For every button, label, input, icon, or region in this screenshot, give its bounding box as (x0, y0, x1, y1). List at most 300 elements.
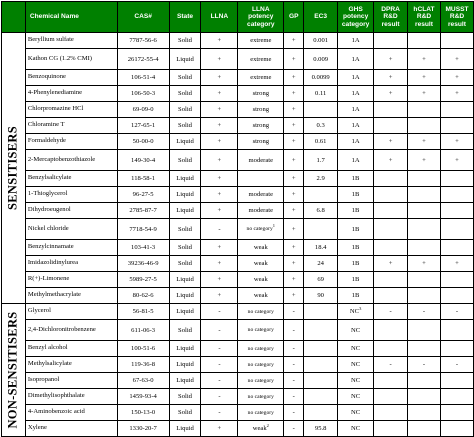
llna-potency-text: strong (252, 122, 270, 129)
llna-potency (238, 86, 284, 102)
cas-number-text: 1330-20-7 (129, 425, 157, 432)
gp-result-text: - (292, 393, 295, 400)
ghs-category (338, 187, 374, 203)
gp-result (284, 320, 304, 341)
hclat-result-text: - (422, 308, 426, 315)
ec3-value-text: 69 (317, 276, 324, 283)
llna-result-text: + (217, 156, 222, 164)
hclat-result (408, 389, 441, 405)
table-row (2, 341, 474, 357)
cas-number-text: 96-27-5 (132, 191, 154, 198)
state-text: Liquid (176, 361, 194, 368)
musst-result (440, 102, 473, 118)
chemical-name (25, 272, 117, 288)
chemical-name-text: Formaldehyde (27, 137, 66, 145)
llna-potency (238, 49, 284, 70)
llna-potency-text: no category (247, 327, 274, 333)
hclat-result-text: + (422, 156, 426, 164)
ghs-category-text: 1A (351, 90, 360, 97)
llna-potency (238, 373, 284, 389)
hclat-result (408, 150, 441, 171)
table-row (2, 49, 474, 70)
state-text: Liquid (176, 55, 194, 63)
ghs-category (338, 320, 374, 341)
llna-result-text: + (217, 106, 222, 113)
gp-result-text: - (292, 345, 295, 352)
header-llna: LLNA (201, 2, 238, 33)
ghs-category (338, 256, 374, 272)
ghs-category-text: NC (351, 377, 361, 384)
chemical-name (25, 171, 117, 187)
dpra-result (374, 203, 408, 219)
cas-number-text: 149-30-4 (131, 156, 156, 164)
chemical-name (25, 240, 117, 256)
state (169, 134, 201, 150)
ghs-category (338, 203, 374, 219)
table-row (2, 134, 474, 150)
ec3-value (304, 203, 338, 219)
hclat-result (408, 102, 441, 118)
dpra-result (374, 288, 408, 304)
chemical-name (25, 102, 117, 118)
llna-potency (238, 150, 284, 171)
state-text: Solid (178, 156, 192, 164)
musst-result (440, 219, 473, 240)
ghs-category (338, 150, 374, 171)
ec3-value (304, 357, 338, 373)
llna-result (201, 86, 238, 102)
chemical-name (25, 86, 117, 102)
llna-result (201, 33, 238, 49)
ghs-category-text: 1B (351, 191, 360, 198)
dpra-result-text: - (389, 361, 392, 368)
llna-result (201, 187, 238, 203)
ec3-value-text: 0.009 (313, 55, 329, 63)
llna-potency (238, 357, 284, 373)
gp-result (284, 219, 304, 240)
llna-potency-text: no category (247, 409, 274, 416)
ec3-value (304, 150, 338, 171)
gp-result-text: - (292, 361, 295, 368)
llna-result-text: + (217, 425, 222, 432)
cas-number (117, 341, 169, 357)
ec3-value-text: 6.8 (316, 207, 325, 214)
llna-potency-text: no category (246, 226, 273, 232)
llna-potency (238, 203, 284, 219)
cas-number-text: 50-00-0 (132, 138, 154, 145)
dpra-result (374, 70, 408, 86)
gp-result-text: + (291, 90, 296, 97)
musst-result (440, 389, 473, 405)
header-hclat: hCLAT R&D result (408, 2, 441, 33)
dpra-result-text: - (389, 308, 392, 315)
table-row (2, 304, 474, 320)
cas-number-text: 127-65-1 (131, 122, 156, 129)
ec3-value-text: 90 (317, 292, 324, 299)
llna-potency-text: moderate (248, 207, 274, 214)
state (169, 304, 201, 320)
header-llna-potency: LLNA potency category (238, 2, 284, 33)
chemical-name-text: Isopropanol (27, 376, 60, 384)
hclat-result (408, 405, 441, 421)
ec3-value (304, 288, 338, 304)
state-text: Solid (178, 74, 192, 81)
ec3-value (304, 256, 338, 272)
llna-result-text: + (217, 207, 222, 214)
llna-result-text: + (217, 175, 222, 182)
hclat-result (408, 86, 441, 102)
cas-number-text: 611-06-3 (131, 326, 156, 334)
llna-potency (238, 341, 284, 357)
group-label-non-sensitisers (2, 304, 26, 437)
chemical-name-text: Dimethylisophthalate (27, 392, 85, 400)
gp-result (284, 33, 304, 49)
ghs-category-text: NC (351, 409, 361, 416)
chemical-name-text: 4-Aminobenzoic acid (27, 408, 85, 416)
llna-result (201, 134, 238, 150)
ghs-category (338, 373, 374, 389)
ec3-value (304, 171, 338, 187)
ghs-category (338, 70, 374, 86)
ghs-category (338, 86, 374, 102)
cas-number (117, 272, 169, 288)
llna-result-text: + (217, 37, 222, 44)
cas-number-text: 2785-87-7 (129, 207, 157, 214)
musst-result (440, 240, 473, 256)
gp-result-text: + (291, 175, 296, 182)
dpra-result (374, 49, 408, 70)
dpra-result-text: + (388, 90, 393, 97)
state (169, 320, 201, 341)
musst-result-text: + (455, 90, 459, 97)
ec3-value (304, 187, 338, 203)
cas-number-text: 56-81-5 (132, 308, 154, 315)
chemical-name (25, 203, 117, 219)
state-text: Solid (178, 260, 192, 267)
table-row (2, 187, 474, 203)
llna-result-text: + (217, 191, 222, 198)
state-text: Solid (178, 409, 192, 416)
llna-potency-text: extreme (250, 55, 272, 63)
llna-result (201, 405, 238, 421)
cas-number (117, 171, 169, 187)
sensitiser-table (1, 1, 474, 437)
state (169, 187, 201, 203)
chemical-name (25, 357, 117, 373)
gp-result-text: + (291, 122, 296, 129)
state (169, 171, 201, 187)
ec3-value (304, 320, 338, 341)
ghs-category (338, 272, 374, 288)
llna-result-text: + (217, 276, 222, 283)
ghs-category (338, 341, 374, 357)
state (169, 150, 201, 171)
chemical-name-text: Benzyl alcohol (27, 344, 68, 352)
table-row (2, 357, 474, 373)
gp-result (284, 272, 304, 288)
dpra-result-text: + (388, 55, 393, 63)
hclat-result (408, 134, 441, 150)
state (169, 272, 201, 288)
gp-result (284, 102, 304, 118)
llna-potency (238, 134, 284, 150)
ghs-category-text: NC (349, 308, 360, 315)
gp-result-text: + (291, 225, 296, 233)
llna-potency-text: moderate (248, 156, 274, 164)
gp-result-text: + (291, 156, 296, 164)
chemical-name-text: 4-Phenylenediamine (27, 89, 83, 97)
gp-result-text: + (291, 276, 296, 283)
dpra-result (374, 341, 408, 357)
llna-potency-text: extreme (250, 74, 272, 81)
cas-number (117, 102, 169, 118)
table-row (2, 219, 474, 240)
state-text: Liquid (176, 292, 194, 299)
cas-number-text: 106-50-3 (131, 90, 156, 97)
table-body (2, 33, 474, 437)
chemical-name-text: Dihydroeugenol (27, 206, 71, 214)
musst-result (440, 373, 473, 389)
cas-number (117, 118, 169, 134)
group-label-text: SENSITISERS (5, 126, 20, 210)
llna-potency-text: weak (253, 292, 268, 299)
ghs-category-text: NC (351, 393, 361, 400)
gp-result (284, 240, 304, 256)
llna-result (201, 171, 238, 187)
llna-result-text: + (217, 90, 222, 97)
ghs-category-text: NC (351, 326, 361, 334)
table-row (2, 320, 474, 341)
ghs-category (338, 405, 374, 421)
ghs-category (338, 33, 374, 49)
ec3-value-text: 2.9 (316, 175, 325, 182)
hclat-result (408, 203, 441, 219)
ghs-category (338, 389, 374, 405)
hclat-result (408, 256, 441, 272)
table-row (2, 33, 474, 49)
cas-number-text: 150-13-0 (131, 409, 156, 416)
llna-potency-text: no category (247, 308, 274, 315)
cas-number (117, 70, 169, 86)
dpra-result-text: + (388, 74, 393, 81)
musst-result (440, 118, 473, 134)
llna-potency-text: weak (253, 260, 268, 267)
state (169, 288, 201, 304)
cas-number (117, 150, 169, 171)
gp-result-text: + (291, 191, 296, 198)
state-text: Solid (178, 393, 192, 400)
musst-result-text: + (455, 138, 459, 145)
header-state: State (169, 2, 201, 33)
gp-result (284, 171, 304, 187)
dpra-result (374, 150, 408, 171)
llna-result (201, 240, 238, 256)
state (169, 118, 201, 134)
llna-result (201, 272, 238, 288)
cas-number-text: 67-63-0 (132, 377, 154, 384)
llna-result (201, 203, 238, 219)
state (169, 256, 201, 272)
gp-result (284, 86, 304, 102)
gp-result-text: + (291, 207, 296, 214)
cas-number (117, 357, 169, 373)
cas-number (117, 134, 169, 150)
ghs-category (338, 49, 374, 70)
state (169, 102, 201, 118)
chemical-name (25, 134, 117, 150)
ec3-value (304, 102, 338, 118)
ghs-category-text: 1B (351, 175, 360, 182)
hclat-result (408, 187, 441, 203)
musst-result (440, 187, 473, 203)
chemical-name (25, 405, 117, 421)
ec3-value (304, 219, 338, 240)
llna-result-text: - (218, 361, 221, 368)
gp-result (284, 203, 304, 219)
gp-result-text: - (292, 377, 295, 384)
hclat-result-text: - (422, 361, 426, 368)
chemical-name-text: Benzylcinnamate (27, 243, 74, 251)
cas-number (117, 304, 169, 320)
gp-result-text: - (292, 409, 295, 416)
gp-result (284, 134, 304, 150)
ghs-category-text: 1A (351, 55, 360, 63)
dpra-result-text: + (388, 156, 393, 164)
ghs-category-text: 1B (351, 207, 360, 214)
chemical-name (25, 150, 117, 171)
cas-number-text: 119-36-8 (131, 361, 156, 368)
llna-result (201, 49, 238, 70)
chemical-name-text: Chloramine T (27, 121, 65, 129)
state-text: Solid (178, 106, 192, 113)
ec3-value-text: 1.7 (316, 156, 325, 164)
gp-result-text: + (291, 106, 296, 113)
gp-result-text: + (291, 37, 296, 44)
dpra-result (374, 171, 408, 187)
llna-result (201, 219, 238, 240)
llna-result-text: + (217, 55, 222, 63)
cas-number-text: 7787-56-6 (129, 37, 157, 44)
ghs-category-text: 1A (351, 106, 360, 113)
chemical-name (25, 320, 117, 341)
llna-result-text: - (218, 393, 221, 400)
state-text: Liquid (176, 207, 194, 214)
gp-result (284, 405, 304, 421)
chemical-name-text: Methylmethacrylate (27, 291, 81, 299)
musst-result-text: + (455, 156, 459, 164)
dpra-result (374, 357, 408, 373)
hclat-result (408, 49, 441, 70)
llna-result-text: - (218, 345, 221, 352)
table-row (2, 150, 474, 171)
dpra-result-text: + (388, 260, 393, 267)
chemical-name (25, 304, 117, 320)
musst-result-text: + (455, 74, 459, 81)
chemical-name (25, 341, 117, 357)
gp-result (284, 389, 304, 405)
ec3-value (304, 240, 338, 256)
chemical-name-text: 2-Mercaptobenzothiazole (27, 155, 96, 163)
hclat-result-text: + (422, 138, 426, 145)
ec3-value-text: 18.4 (314, 244, 327, 251)
chemical-name (25, 33, 117, 49)
hclat-result (408, 272, 441, 288)
llna-result-text: - (218, 308, 221, 315)
llna-potency (238, 405, 284, 421)
ghs-category-text: 1B (351, 276, 360, 283)
cas-number (117, 33, 169, 49)
chemical-name-text: 1-Thioglycerol (27, 190, 68, 198)
gp-result (284, 341, 304, 357)
cas-number (117, 389, 169, 405)
ghs-category-text: 1A (351, 74, 360, 81)
ghs-category-text: 1B (351, 292, 360, 299)
state-text: Liquid (176, 175, 194, 182)
cas-number-text: 26172-55-4 (127, 55, 159, 63)
table-row (2, 203, 474, 219)
chemical-name-text: Kathon CG (1.2% CMI) (27, 54, 92, 62)
state (169, 203, 201, 219)
hclat-result (408, 118, 441, 134)
ec3-value (304, 373, 338, 389)
cas-number (117, 405, 169, 421)
cas-number (117, 256, 169, 272)
state-text: Liquid (176, 138, 194, 145)
llna-result-text: - (218, 225, 221, 233)
gp-result-text: + (291, 292, 296, 299)
musst-result (440, 49, 473, 70)
group-label-sensitisers (2, 33, 26, 304)
table-row (2, 102, 474, 118)
llna-result (201, 118, 238, 134)
llna-potency (238, 288, 284, 304)
dpra-result (374, 118, 408, 134)
llna-result-text: + (217, 122, 222, 129)
llna-result-text: - (218, 377, 221, 384)
musst-result (440, 256, 473, 272)
musst-result (440, 405, 473, 421)
gp-result-text: - (292, 326, 295, 334)
llna-potency-text: weak (253, 244, 268, 251)
dpra-result (374, 389, 408, 405)
state-text: Solid (178, 37, 192, 44)
table-row (2, 240, 474, 256)
llna-result-text: + (217, 244, 222, 251)
dpra-result (374, 86, 408, 102)
hclat-result (408, 288, 441, 304)
llna-potency-text: strong (252, 138, 270, 145)
chemical-name-text: Chlorpromazine HCl (27, 105, 84, 113)
llna-potency (238, 33, 284, 49)
ghs-category-text: NC (351, 345, 361, 352)
gp-result (284, 304, 304, 320)
chemical-name (25, 373, 117, 389)
llna-potency-text: no category (247, 393, 274, 400)
llna-potency (238, 256, 284, 272)
llna-potency-text: no category (247, 361, 274, 368)
ghs-category (338, 240, 374, 256)
cas-number (117, 288, 169, 304)
gp-result (284, 357, 304, 373)
llna-potency-text: moderate (248, 191, 274, 198)
dpra-result (374, 134, 408, 150)
state (169, 405, 201, 421)
group-label-text: NON-SENSITISERS (5, 311, 20, 429)
musst-result (440, 288, 473, 304)
state-text: Liquid (176, 308, 194, 315)
llna-result-text: - (218, 326, 221, 334)
llna-potency (238, 70, 284, 86)
